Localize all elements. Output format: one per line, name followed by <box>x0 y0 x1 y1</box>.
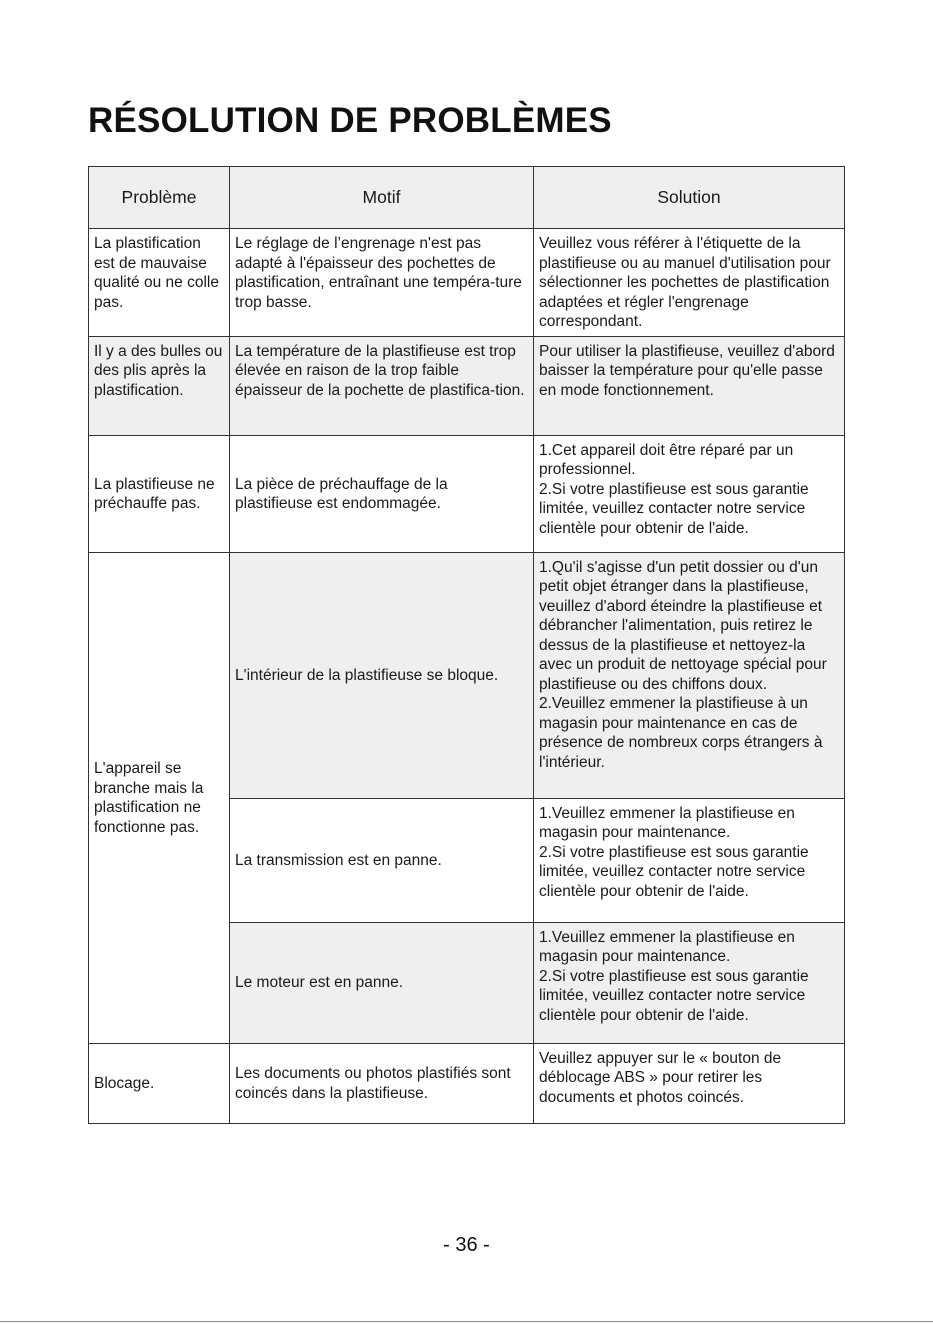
table-row <box>89 1043 845 1123</box>
solution-line: 1.Cet appareil doit être réparé par un professionnel. <box>539 441 794 478</box>
cell-solution <box>534 922 845 1043</box>
bottom-divider <box>0 1321 933 1322</box>
table-row <box>89 336 845 435</box>
solution-line: Pour utiliser la plastifieuse, veuillez d'abord baisser la température pour qu'elle passe en mode fonctionnement. <box>539 342 835 399</box>
cell-probleme: Blocage. <box>89 1043 230 1123</box>
cell-motif: La pièce de préchauffage de la plastifieuse est endommagée. <box>230 435 534 552</box>
cell-solution <box>534 552 845 798</box>
page-title: RÉSOLUTION DE PROBLÈMES <box>88 101 612 140</box>
table-row <box>89 229 845 337</box>
solution-line: 2.Si votre plastifieuse est sous garantie limitée, veuillez contacter notre service clientèle pour obtenir de l'aide. <box>539 843 809 900</box>
cell-probleme: Il y a des bulles ou des plis après la plastification. <box>89 336 230 435</box>
cell-motif: L'intérieur de la plastifieuse se bloque. <box>230 552 534 798</box>
solution-line: 1.Qu'il s'agisse d'un petit dossier ou d'un petit objet étranger dans la plastifieuse, veuillez d'abord éteindre la plastifieuse et débrancher l'alimentation, puis retirez le dessus de la plastifieuse et nettoyez-la avec un produit de nettoyage spécial pour plastifieuse ou des chiffons doux. <box>539 558 827 693</box>
cell-motif: Le réglage de l’engrenage n'est pas adapté à l'épaisseur des pochettes de plastification, entraînant une tempéra-ture trop basse. <box>230 229 534 337</box>
header-solution: Solution <box>534 167 845 229</box>
cell-motif: Le moteur est en panne. <box>230 922 534 1043</box>
cell-probleme: L'appareil se branche mais la plastification ne fonctionne pas. <box>89 552 230 1043</box>
solution-line: Veuillez vous référer à l'étiquette de la plastifieuse ou au manuel d'utilisation pour sélectionner les pochettes de plastification adaptées et régler l'engrenage correspondant. <box>539 235 831 330</box>
header-motif: Motif <box>230 167 534 229</box>
cell-motif: Les documents ou photos plastifiés sont coincés dans la plastifieuse. <box>230 1043 534 1123</box>
cell-solution <box>534 336 845 435</box>
solution-line: 1.Veuillez emmener la plastifieuse en magasin pour maintenance. <box>539 804 795 841</box>
cell-solution <box>534 435 845 552</box>
table-row <box>89 552 845 798</box>
solution-line: 2.Veuillez emmener la plastifieuse à un magasin pour maintenance en cas de présence de nombreux corps étrangers à l'intérieur. <box>539 695 823 771</box>
solution-line: 2.Si votre plastifieuse est sous garantie limitée, veuillez contacter notre service clientèle pour obtenir de l'aide. <box>539 967 809 1024</box>
cell-motif: La température de la plastifieuse est trop élevée en raison de la trop faible épaisseur de la pochette de plastifica-tion. <box>230 336 534 435</box>
header-probleme: Problème <box>89 167 230 229</box>
cell-probleme: La plastifieuse ne préchauffe pas. <box>89 435 230 552</box>
solution-line: 2.Si votre plastifieuse est sous garantie limitée, veuillez contacter notre service clientèle pour obtenir de l'aide. <box>539 480 809 537</box>
cell-solution <box>534 798 845 922</box>
page-number: - 36 - <box>443 1234 490 1256</box>
table-header-row <box>89 167 845 229</box>
cell-solution <box>534 1043 845 1123</box>
solution-line: Veuillez appuyer sur le « bouton de déblocage ABS » pour retirer les documents et photos coincés. <box>539 1049 782 1106</box>
troubleshooting-table <box>88 166 845 1124</box>
table-row <box>89 435 845 552</box>
solution-line: 1.Veuillez emmener la plastifieuse en magasin pour maintenance. <box>539 928 795 965</box>
cell-solution <box>534 229 845 337</box>
cell-probleme: La plastification est de mauvaise qualité ou ne colle pas. <box>89 229 230 337</box>
cell-motif: La transmission est en panne. <box>230 798 534 922</box>
